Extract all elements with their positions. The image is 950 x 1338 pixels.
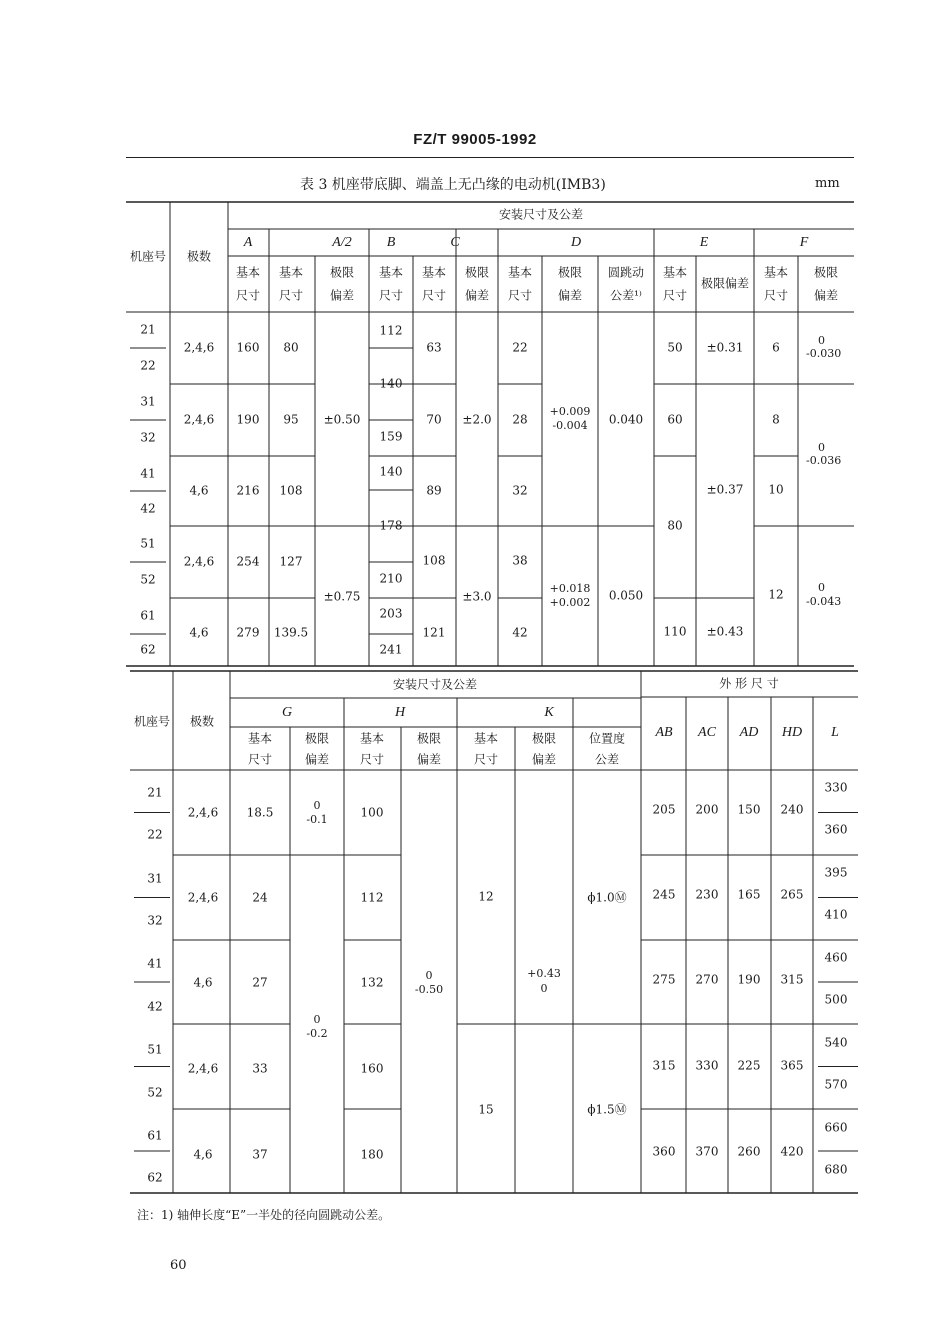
basic-label: 尺寸 bbox=[662, 288, 688, 303]
L-value: 570 bbox=[824, 1077, 848, 1092]
install-dims-header: 安装尺寸及公差 bbox=[392, 677, 478, 692]
outline-letter-header: L bbox=[831, 725, 839, 741]
frame-number: 62 bbox=[147, 1170, 163, 1185]
position-label: 公差 bbox=[594, 752, 620, 767]
E-value: 80 bbox=[667, 518, 683, 533]
F-tolerance: -0.030 bbox=[806, 347, 842, 360]
HD-value: 365 bbox=[780, 1058, 804, 1073]
G-value: 37 bbox=[252, 1147, 268, 1162]
outline-letter-header: AC bbox=[698, 725, 716, 741]
L-value: 460 bbox=[824, 950, 848, 965]
D-runout: 0.040 bbox=[608, 412, 644, 427]
letter-D-header: D bbox=[570, 235, 582, 251]
frame-number: 22 bbox=[147, 827, 163, 842]
E-value: 110 bbox=[663, 624, 687, 639]
letter-A-header: A bbox=[243, 235, 253, 251]
AC-value: 200 bbox=[695, 802, 719, 817]
frame-number: 32 bbox=[140, 430, 156, 445]
D-value: 28 bbox=[512, 412, 528, 427]
standard-code: FZ/T 99005-1992 bbox=[413, 131, 537, 148]
H-value: 132 bbox=[360, 975, 384, 990]
runout-label: 公差¹⁾ bbox=[610, 288, 642, 303]
letter-E-header: E bbox=[699, 235, 709, 251]
D-tolerance: +0.009 bbox=[549, 405, 591, 418]
limit-label: 极限 bbox=[557, 265, 583, 280]
letter-C-header: C bbox=[450, 235, 460, 251]
AC-value: 370 bbox=[695, 1144, 719, 1159]
basic-label: 基本 bbox=[378, 265, 404, 280]
L-value: 540 bbox=[824, 1035, 848, 1050]
C-tolerance: ±3.0 bbox=[462, 589, 492, 604]
AB-value: 245 bbox=[652, 887, 676, 902]
AD-value: 150 bbox=[737, 802, 761, 817]
frame-number: 52 bbox=[147, 1085, 163, 1100]
AD-value: 165 bbox=[737, 887, 761, 902]
outline-dims-header: 外 形 尺 寸 bbox=[719, 676, 779, 691]
footnote: 注：1) 轴伸长度“E”一半处的径向圆跳动公差。 bbox=[137, 1208, 391, 1222]
E-tolerance: ±0.43 bbox=[706, 624, 744, 639]
limit-label: 偏差 bbox=[531, 752, 557, 767]
letter-K-header: K bbox=[544, 705, 554, 721]
C-tolerance: ±2.0 bbox=[462, 412, 492, 427]
limit-label: 极限 bbox=[416, 731, 442, 746]
C-value: 121 bbox=[422, 625, 446, 640]
K-position-tolerance: ϕ1.0Ⓜ bbox=[587, 890, 627, 905]
frame-number: 21 bbox=[147, 785, 163, 800]
A2-value: 127 bbox=[279, 554, 303, 569]
F-value: 10 bbox=[768, 482, 784, 497]
runout-label: 圆跳动 bbox=[607, 265, 645, 280]
limit-label: 偏差 bbox=[304, 752, 330, 767]
D-value: 32 bbox=[512, 483, 528, 498]
AB-value: 275 bbox=[652, 972, 676, 987]
frame-number: 31 bbox=[140, 394, 156, 409]
D-tolerance: +0.002 bbox=[549, 596, 591, 609]
poles-value: 2,4,6 bbox=[187, 805, 219, 820]
basic-label: 尺寸 bbox=[473, 752, 499, 767]
basic-label: 基本 bbox=[473, 731, 499, 746]
poles-value: 4,6 bbox=[193, 1147, 213, 1162]
poles-value: 2,4,6 bbox=[183, 340, 215, 355]
C-value: 63 bbox=[426, 340, 442, 355]
F-tolerance: 0 bbox=[818, 334, 825, 347]
basic-label: 尺寸 bbox=[247, 752, 273, 767]
basic-label: 尺寸 bbox=[763, 288, 789, 303]
limit-label: 极限 bbox=[813, 265, 839, 280]
F-tolerance: 0 bbox=[818, 581, 825, 594]
AD-value: 225 bbox=[737, 1058, 761, 1073]
A2-value: 139.5 bbox=[273, 625, 309, 640]
basic-label: 尺寸 bbox=[235, 288, 261, 303]
poles-value: 4,6 bbox=[189, 483, 209, 498]
H-value: 180 bbox=[360, 1147, 384, 1162]
A-value: 160 bbox=[236, 340, 260, 355]
basic-label: 尺寸 bbox=[421, 288, 447, 303]
H-tolerance: 0 bbox=[425, 969, 433, 982]
outline-letter-header: AB bbox=[655, 725, 673, 741]
frame-number: 51 bbox=[147, 1042, 163, 1057]
frame-number: 41 bbox=[147, 956, 163, 971]
poles-value: 4,6 bbox=[193, 975, 213, 990]
HD-value: 240 bbox=[780, 802, 804, 817]
limit-label: 偏差 bbox=[329, 288, 355, 303]
poles-header: 极数 bbox=[186, 249, 212, 264]
frame-number: 51 bbox=[140, 536, 156, 551]
letter-F-header: F bbox=[799, 235, 809, 251]
basic-label: 基本 bbox=[507, 265, 533, 280]
L-value: 395 bbox=[824, 865, 848, 880]
K-tolerance: 0 bbox=[540, 982, 548, 995]
basic-label: 尺寸 bbox=[278, 288, 304, 303]
frame-number: 62 bbox=[140, 642, 156, 657]
frame-number: 41 bbox=[140, 466, 156, 481]
frame-number: 42 bbox=[140, 501, 156, 516]
limit-label: 极限 bbox=[464, 265, 490, 280]
basic-label: 尺寸 bbox=[359, 752, 385, 767]
limit-dev-label: 极限偏差 bbox=[700, 276, 750, 291]
basic-label: 尺寸 bbox=[507, 288, 533, 303]
E-value: 50 bbox=[667, 340, 683, 355]
frame-number: 22 bbox=[140, 358, 156, 373]
B-value: 159 bbox=[379, 429, 403, 444]
frame-number: 31 bbox=[147, 871, 163, 886]
outline-letter-header: AD bbox=[739, 725, 759, 741]
AD-value: 260 bbox=[737, 1144, 761, 1159]
basic-label: 基本 bbox=[359, 731, 385, 746]
D-runout: 0.050 bbox=[608, 588, 644, 603]
L-value: 330 bbox=[824, 780, 848, 795]
outline-letter-header: HD bbox=[781, 725, 803, 741]
AB-value: 315 bbox=[652, 1058, 676, 1073]
B-value: 140 bbox=[379, 464, 403, 479]
G-tolerance: -0.1 bbox=[306, 813, 328, 826]
limit-label: 偏差 bbox=[813, 288, 839, 303]
HD-value: 265 bbox=[780, 887, 804, 902]
HD-value: 420 bbox=[780, 1144, 804, 1159]
frame-no-header: 机座号 bbox=[133, 714, 171, 729]
A-value: 190 bbox=[236, 412, 260, 427]
AC-value: 270 bbox=[695, 972, 719, 987]
F-tolerance: -0.036 bbox=[806, 454, 842, 467]
letter-G-header: G bbox=[281, 705, 293, 721]
position-label: 位置度 bbox=[588, 731, 626, 746]
basic-label: 基本 bbox=[421, 265, 447, 280]
K-value: 12 bbox=[478, 889, 494, 904]
limit-label: 偏差 bbox=[464, 288, 490, 303]
frame-number: 21 bbox=[140, 322, 156, 337]
G-value: 24 bbox=[252, 890, 268, 905]
basic-label: 基本 bbox=[278, 265, 304, 280]
A-value: 216 bbox=[236, 483, 260, 498]
limit-label: 极限 bbox=[531, 731, 557, 746]
F-value: 8 bbox=[772, 412, 780, 427]
basic-label: 尺寸 bbox=[378, 288, 404, 303]
AC-value: 330 bbox=[695, 1058, 719, 1073]
G-value: 18.5 bbox=[246, 805, 274, 820]
HD-value: 315 bbox=[780, 972, 804, 987]
page-number: 60 bbox=[170, 1258, 187, 1273]
install-dims-header: 安装尺寸及公差 bbox=[498, 207, 584, 222]
letter-H-header: H bbox=[394, 705, 406, 721]
frame-number: 32 bbox=[147, 913, 163, 928]
E-tolerance: ±0.37 bbox=[706, 482, 744, 497]
L-value: 680 bbox=[824, 1162, 848, 1177]
L-value: 410 bbox=[824, 907, 848, 922]
B-value: 140 bbox=[379, 376, 403, 391]
B-value: 178 bbox=[379, 518, 403, 533]
AB-value: 205 bbox=[652, 802, 676, 817]
A2-tolerance: ±0.50 bbox=[323, 412, 361, 427]
G-tolerance: 0 bbox=[313, 799, 321, 812]
H-tolerance: -0.50 bbox=[414, 983, 444, 996]
letter-B-header: B bbox=[386, 235, 396, 251]
D-value: 42 bbox=[512, 625, 528, 640]
poles-value: 2,4,6 bbox=[187, 1061, 219, 1076]
poles-header: 极数 bbox=[189, 714, 215, 729]
A-value: 254 bbox=[236, 554, 260, 569]
B-value: 241 bbox=[379, 642, 403, 657]
limit-label: 极限 bbox=[329, 265, 355, 280]
G-tolerance: 0 bbox=[313, 1013, 321, 1026]
frame-number: 42 bbox=[147, 999, 163, 1014]
A2-value: 95 bbox=[283, 412, 299, 427]
letter-A-2-header: A/2 bbox=[332, 235, 352, 251]
basic-label: 基本 bbox=[247, 731, 273, 746]
limit-label: 偏差 bbox=[416, 752, 442, 767]
G-value: 33 bbox=[252, 1061, 268, 1076]
L-value: 660 bbox=[824, 1120, 848, 1135]
limit-label: 偏差 bbox=[557, 288, 583, 303]
F-tolerance: -0.043 bbox=[806, 595, 842, 608]
AD-value: 190 bbox=[737, 972, 761, 987]
H-value: 100 bbox=[360, 805, 384, 820]
C-value: 70 bbox=[426, 412, 442, 427]
poles-value: 4,6 bbox=[189, 625, 209, 640]
L-value: 500 bbox=[824, 992, 848, 1007]
limit-label: 极限 bbox=[304, 731, 330, 746]
basic-label: 基本 bbox=[763, 265, 789, 280]
D-tolerance: -0.004 bbox=[552, 419, 588, 432]
F-value: 6 bbox=[772, 340, 780, 355]
B-value: 210 bbox=[379, 571, 403, 586]
K-tolerance: +0.43 bbox=[527, 967, 561, 980]
F-tolerance: 0 bbox=[818, 441, 825, 454]
H-value: 112 bbox=[360, 890, 384, 905]
B-value: 203 bbox=[379, 606, 403, 621]
frame-no-header: 机座号 bbox=[129, 249, 167, 264]
D-tolerance: +0.018 bbox=[549, 582, 591, 595]
AC-value: 230 bbox=[695, 887, 719, 902]
H-value: 160 bbox=[360, 1061, 384, 1076]
basic-label: 基本 bbox=[235, 265, 261, 280]
D-value: 22 bbox=[512, 340, 528, 355]
poles-value: 2,4,6 bbox=[187, 890, 219, 905]
A-value: 279 bbox=[236, 625, 260, 640]
E-value: 60 bbox=[667, 412, 683, 427]
B-value: 112 bbox=[379, 323, 403, 338]
basic-label: 基本 bbox=[662, 265, 688, 280]
E-tolerance: ±0.31 bbox=[706, 340, 744, 355]
A2-value: 80 bbox=[283, 340, 299, 355]
AB-value: 360 bbox=[652, 1144, 676, 1159]
frame-number: 52 bbox=[140, 572, 156, 587]
poles-value: 2,4,6 bbox=[183, 554, 215, 569]
frame-number: 61 bbox=[140, 608, 156, 623]
C-value: 108 bbox=[422, 553, 446, 568]
D-value: 38 bbox=[512, 553, 528, 568]
unit-label: mm bbox=[815, 176, 840, 191]
K-value: 15 bbox=[478, 1102, 494, 1117]
table-title: 表 3 机座带底脚、端盖上无凸缘的电动机(IMB3) bbox=[300, 177, 606, 193]
L-value: 360 bbox=[824, 822, 848, 837]
frame-number: 61 bbox=[147, 1128, 163, 1143]
F-value: 12 bbox=[768, 587, 784, 602]
G-tolerance: -0.2 bbox=[306, 1027, 328, 1040]
A2-tolerance: ±0.75 bbox=[323, 589, 361, 604]
G-value: 27 bbox=[252, 975, 268, 990]
K-position-tolerance: ϕ1.5Ⓜ bbox=[587, 1102, 627, 1117]
poles-value: 2,4,6 bbox=[183, 412, 215, 427]
A2-value: 108 bbox=[279, 483, 303, 498]
C-value: 89 bbox=[426, 483, 442, 498]
